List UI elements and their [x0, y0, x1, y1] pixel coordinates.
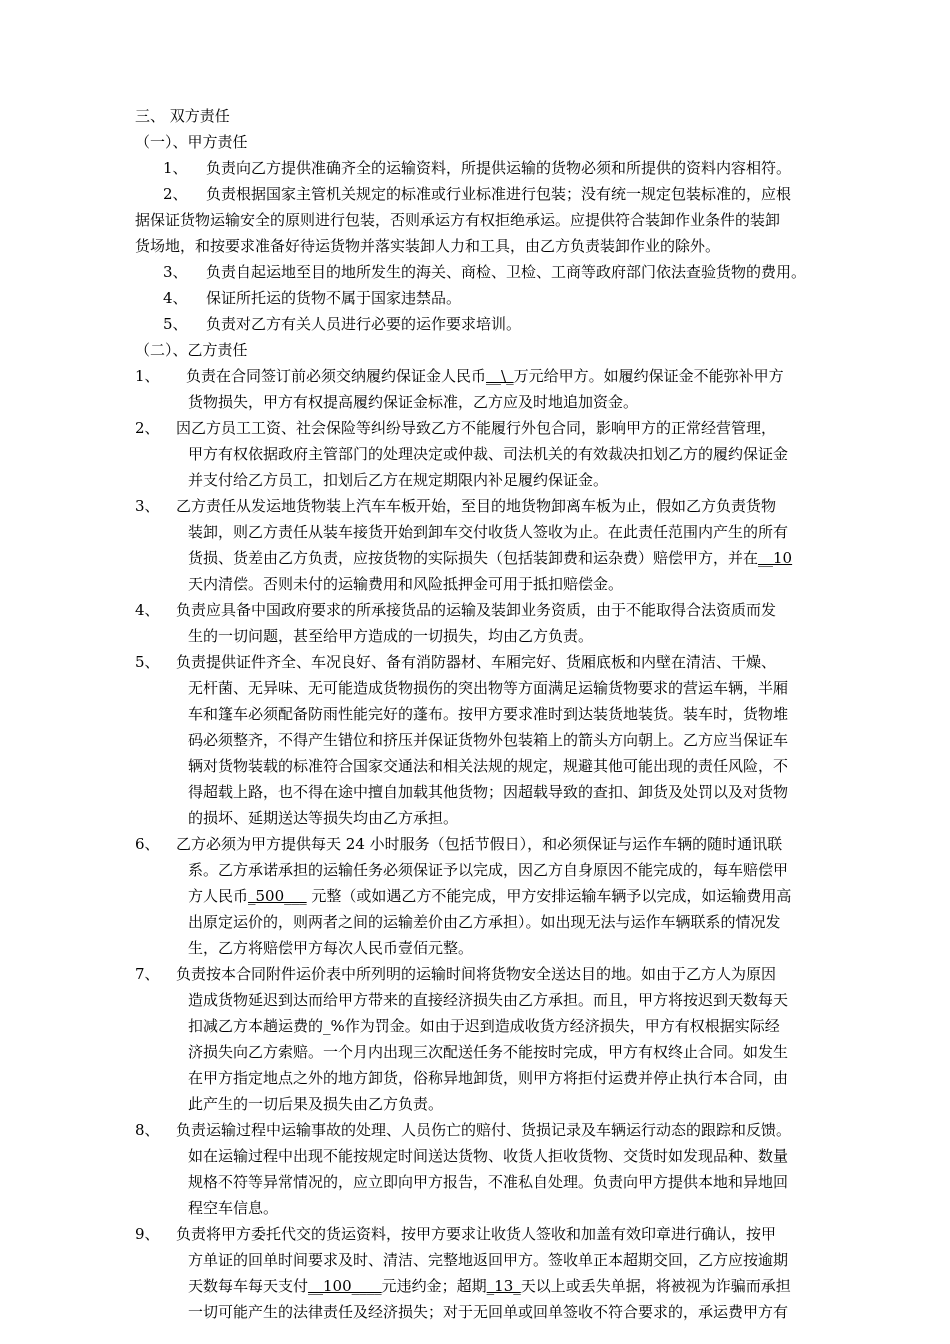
party-a-item-number: 2、: [163, 185, 188, 203]
text-segment: 天数每车每天支付: [188, 1277, 309, 1295]
party-b-item-number: 1、: [135, 367, 160, 385]
party-b-item-text: 装卸，则乙方责任从装车接货开始到卸车交付收货人签收为止。在此责任范围内产生的所有: [188, 523, 789, 541]
party-b-item-text: 扣减乙方本趟运费的_%作为罚金。如由于迟到造成收货方经济损失，甲方有权根据实际经: [188, 1017, 780, 1035]
filled-blank: _13_: [486, 1277, 521, 1295]
text-segment: 天以上或丢失单据，将被视为诈骗而承担: [520, 1277, 791, 1295]
party-b-item-text: [186, 366, 784, 386]
party-b-item-text: 乙方必须为甲方提供每天 24 小时服务（包括节假日），和必须保证与运作车辆的随时通讯联: [176, 835, 783, 853]
party-b-item-text: 负责按本合同附件运价表中所列明的运输时间将货物安全送达目的地。如由于乙方人为原因: [176, 965, 777, 983]
party-b-item-text: 规格不符等异常情况的，应立即向甲方报告，不准私自处理。负责向甲方提供本地和异地回: [188, 1173, 789, 1191]
party-b-item-text: 济损失向乙方索赔。一个月内出现三次配送任务不能按时完成，甲方有权终止合同。如发生: [188, 1043, 789, 1061]
party-b-item-text: 车和篷车必须配备防雨性能完好的蓬布。按甲方要求准时到达装货地装货。装车时，货物堆: [188, 705, 789, 723]
party-a-item-text: 负责自起运地至目的地所发生的海关、商检、卫检、工商等政府部门依法查验货物的费用。: [206, 263, 807, 281]
party-b-item-text: 造成货物延迟到达而给甲方带来的直接经济损失由乙方承担。而且，甲方将按迟到天数每天: [188, 991, 789, 1009]
party-b-item-text: 一切可能产生的法律责任及经济损失；对于无回单或回单签收不符合要求的，承运费甲方有: [188, 1303, 789, 1321]
party-a-item-number: 5、: [163, 315, 188, 333]
text-segment: 元整（或如遇乙方不能完成，甲方安排运输车辆予以完成，如运输费用高: [306, 887, 792, 905]
text-segment: 货损、货差由乙方负责，应按货物的实际损失（包括装卸费和运杂费）赔偿甲方，并在: [188, 549, 759, 567]
party-b-item-text: 系。乙方承诺承担的运输任务必须保证予以完成，因乙方自身原因不能完成的，每车赔偿甲: [188, 861, 789, 879]
party-b-item-number: 7、: [135, 965, 160, 983]
party-b-item-text: 如在运输过程中出现不能按规定时间送达货物、收货人拒收货物、交货时如发现品种、数量: [188, 1147, 789, 1165]
party-b-item-number: 4、: [135, 601, 160, 619]
party-b-item-text: 码必须整齐，不得产生错位和挤压并保证货物外包装箱上的箭头方向朝上。乙方应当保证车: [188, 731, 789, 749]
text-segment: 万元给甲方。如履约保证金不能弥补甲方: [513, 367, 784, 385]
party-b-item-text: 乙方责任从发运地货物装上汽车车板开始，至目的地货物卸离车板为止，假如乙方负责货物: [176, 497, 777, 515]
text-segment: 方人民币: [188, 887, 249, 905]
text-segment: 负责在合同签订前必须交纳履约保证金人民币: [186, 367, 487, 385]
section-title: 三、 双方责任: [135, 107, 230, 125]
party-a-item-text: 负责向乙方提供准确齐全的运输资料，所提供运输的货物必须和所提供的资料内容相符。: [206, 159, 792, 177]
party-b-item-text: 负责应具备中国政府要求的所承接货品的运输及装卸业务资质，由于不能取得合法资质而发: [176, 601, 777, 619]
party-b-item-text: 的损坏、延期送达等损失均由乙方承担。: [188, 809, 459, 827]
party-b-item-number: 3、: [135, 497, 160, 515]
party-b-item-text: [188, 886, 791, 906]
party-a-item-number: 3、: [163, 263, 188, 281]
filled-blank: __10: [758, 549, 793, 567]
party-b-item-text: 在甲方指定地点之外的地方卸货，俗称异地卸货，则甲方将拒付运费并停止执行本合同，由: [188, 1069, 789, 1087]
party-b-item-number: 8、: [135, 1121, 160, 1139]
party-a-item-number: 4、: [163, 289, 188, 307]
party-b-item-text: 天内清偿。否则未付的运输费用和风险抵押金可用于抵扣赔偿金。: [188, 575, 624, 593]
party-a-item-text: 据保证货物运输安全的原则进行包装，否则承运方有权拒绝承运。应提供符合装卸作业条件的装卸: [135, 211, 781, 229]
party-b-item-text: 生，乙方将赔偿甲方每次人民币壹佰元整。: [188, 939, 474, 957]
party-b-item-text: 无杆菌、无异味、无可能造成货物损伤的突出物等方面满足运输货物要求的营运车辆，半厢: [188, 679, 789, 697]
party-b-item-text: 负责提供证件齐全、车况良好、备有消防器材、车厢完好、货厢底板和内壁在清洁、干燥、: [176, 653, 777, 671]
party-b-item-text: 甲方有权依据政府主管部门的处理决定或仲裁、司法机关的有效裁决扣划乙方的履约保证金: [188, 445, 789, 463]
party-b-item-number: 5、: [135, 653, 160, 671]
party-b-item-text: 生的一切问题，甚至给甲方造成的一切损失，均由乙方负责。: [188, 627, 594, 645]
party-b-item-text: 因乙方员工工资、社会保险等纠纷导致乙方不能履行外包合同，影响甲方的正常经营管理，: [176, 419, 777, 437]
party-b-item-text: 方单证的回单时间要求及时、清洁、完整地返回甲方。签收单正本超期交回，乙方应按逾期: [188, 1251, 789, 1269]
party-b-item-text: [188, 548, 792, 568]
party-b-item-text: 货物损失，甲方有权提高履约保证金标准，乙方应及时地追加资金。: [188, 393, 639, 411]
party-b-item-number: 9、: [135, 1225, 160, 1243]
party-b-item-text: 并支付给乙方员工，扣划后乙方在规定期限内补足履约保证金。: [188, 471, 609, 489]
filled-blank: __100____: [308, 1277, 382, 1295]
party-b-item-text: 此产生的一切后果及损失由乙方负责。: [188, 1095, 444, 1113]
party-b-heading: （二）、乙方责任: [135, 341, 248, 359]
party-a-heading: （一）、甲方责任: [135, 133, 248, 151]
party-b-item-text: 出原定运价的，则两者之间的运输差价由乙方承担）。如出现无法与运作车辆联系的情况发: [188, 913, 781, 931]
party-b-item-text: 负责将甲方委托代交的货运资料，按甲方要求让收货人签收和加盖有效印章进行确认，按甲: [176, 1225, 777, 1243]
party-b-item-text: 辆对货物装载的标准符合国家交通法和相关法规的规定，规避其他可能出现的责任风险，不: [188, 757, 789, 775]
party-b-item-text: 得超载上路，也不得在途中擅自加载其他货物；因超载导致的查扣、卸货及处罚以及对货物: [188, 783, 789, 801]
party-b-item-number: 6、: [135, 835, 160, 853]
party-a-item-text: 保证所托运的货物不属于国家违禁品。: [206, 289, 462, 307]
party-b-item-text: [188, 1276, 791, 1296]
text-segment: 元违约金；超期: [381, 1277, 487, 1295]
party-b-item-text: 负责运输过程中运输事故的处理、人员伤亡的赔付、货损记录及车辆运行动态的跟踪和反馈。: [176, 1121, 792, 1139]
party-b-item-number: 2、: [135, 419, 160, 437]
party-a-item-text: 货场地，和按要求准备好待运货物并落实装卸人力和工具，由乙方负责装卸作业的除外。: [135, 237, 721, 255]
party-a-item-text: 负责对乙方有关人员进行必要的运作要求培训。: [206, 315, 522, 333]
filled-blank: __\_: [486, 367, 514, 385]
filled-blank: _500___: [248, 887, 307, 905]
party-a-item-text: 负责根据国家主管机关规定的标准或行业标准进行包装；没有统一规定包装标准的，应根: [206, 185, 792, 203]
party-b-item-text: 程空车信息。: [188, 1199, 279, 1217]
party-a-item-number: 1、: [163, 159, 188, 177]
